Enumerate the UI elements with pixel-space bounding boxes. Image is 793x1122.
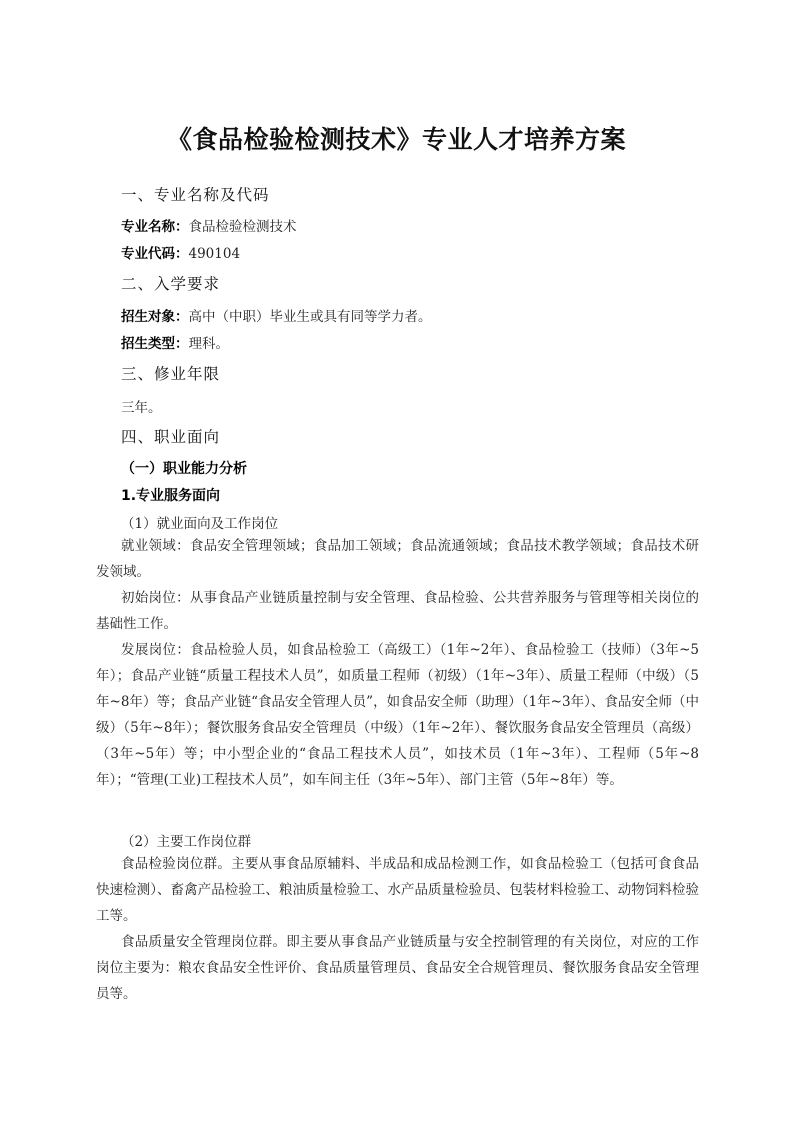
- subheading-service-orientation: 1.专业服务面向: [121, 488, 221, 504]
- section-heading-duration: 三、修业年限: [121, 365, 221, 383]
- paragraph-development-positions: 发展岗位：食品检验人员，如食品检验工（高级工）（1年~2年）、食品检验工（技师）（3年~5年）；食品产业链“质量工程技术人员”，如质量工程师（初级）（1年~3年）、质量工程师（中级）（5年~8年）等；食品产业链“食品安全管理人员”，如食品安全师（助理）（1年~3年）、食品安全师（中级）（5年~8年）；餐饮服务食品安全管理员（中级）（1年~2年）、餐饮服务食品安全管理员（高级）（3年~5年）等；中小型企业的“食品工程技术人员”，如技术员（1年~3年）、工程师（5年~8年）；“管理(工业)工程技术人员”，如车间主任（3年~5年）、部门主管（5年~8年）等。: [96, 642, 699, 788]
- admission-type-value: 理科。: [188, 336, 229, 352]
- duration-value: 三年。: [121, 400, 162, 416]
- admission-target-value: 高中（中职）毕业生或具有同等学力者。: [188, 309, 432, 325]
- admission-type-line: [121, 332, 229, 352]
- section-heading-career: 四、职业面向: [121, 428, 221, 446]
- admission-target-line: [121, 305, 432, 325]
- subheading-ability-analysis: （一）职业能力分析: [121, 461, 247, 477]
- paragraph-employment-fields: 就业领域：食品安全管理领域；食品加工领域；食品流通领域；食品技术教学领域；食品技术研发领域。: [96, 538, 699, 580]
- item-employment-positions: （1）就业面向及工作岗位: [121, 516, 279, 532]
- major-name-line: [121, 215, 297, 235]
- major-code-line: [121, 242, 240, 262]
- admission-target-label: 招生对象：: [121, 309, 189, 325]
- admission-type-label: 招生类型：: [121, 336, 189, 352]
- document-title: 《食品检验检测技术》专业人才培养方案: [166, 125, 626, 154]
- section-heading-major-name: 一、专业名称及代码: [121, 186, 270, 204]
- major-code-label: 专业代码：: [121, 246, 189, 262]
- major-name-label: 专业名称：: [121, 219, 189, 235]
- paragraph-initial-positions: 初始岗位：从事食品产业链质量控制与安全管理、食品检验、公共营养服务与管理等相关岗位的基础性工作。: [96, 590, 699, 632]
- section-heading-admission: 二、入学要求: [121, 275, 221, 293]
- paragraph-quality-management-group: 食品质量安全管理岗位群。即主要从事食品产业链质量与安全控制管理的有关岗位，对应的工作岗位主要为：粮农食品安全性评价、食品质量管理员、食品安全合规管理员、餐饮服务食品安全管理员等。: [96, 934, 699, 1002]
- major-name-value: 食品检验检测技术: [188, 219, 297, 235]
- item-main-position-groups: （2）主要工作岗位群: [121, 834, 252, 850]
- major-code-value: 490104: [188, 246, 241, 262]
- paragraph-inspection-group: 食品检验岗位群。主要从事食品原辅料、半成品和成品检测工作，如食品检验工（包括可食食品快速检测）、畜禽产品检验工、粮油质量检验工、水产品质量检验员、包装材料检验工、动物饲料检验工等。: [96, 856, 699, 924]
